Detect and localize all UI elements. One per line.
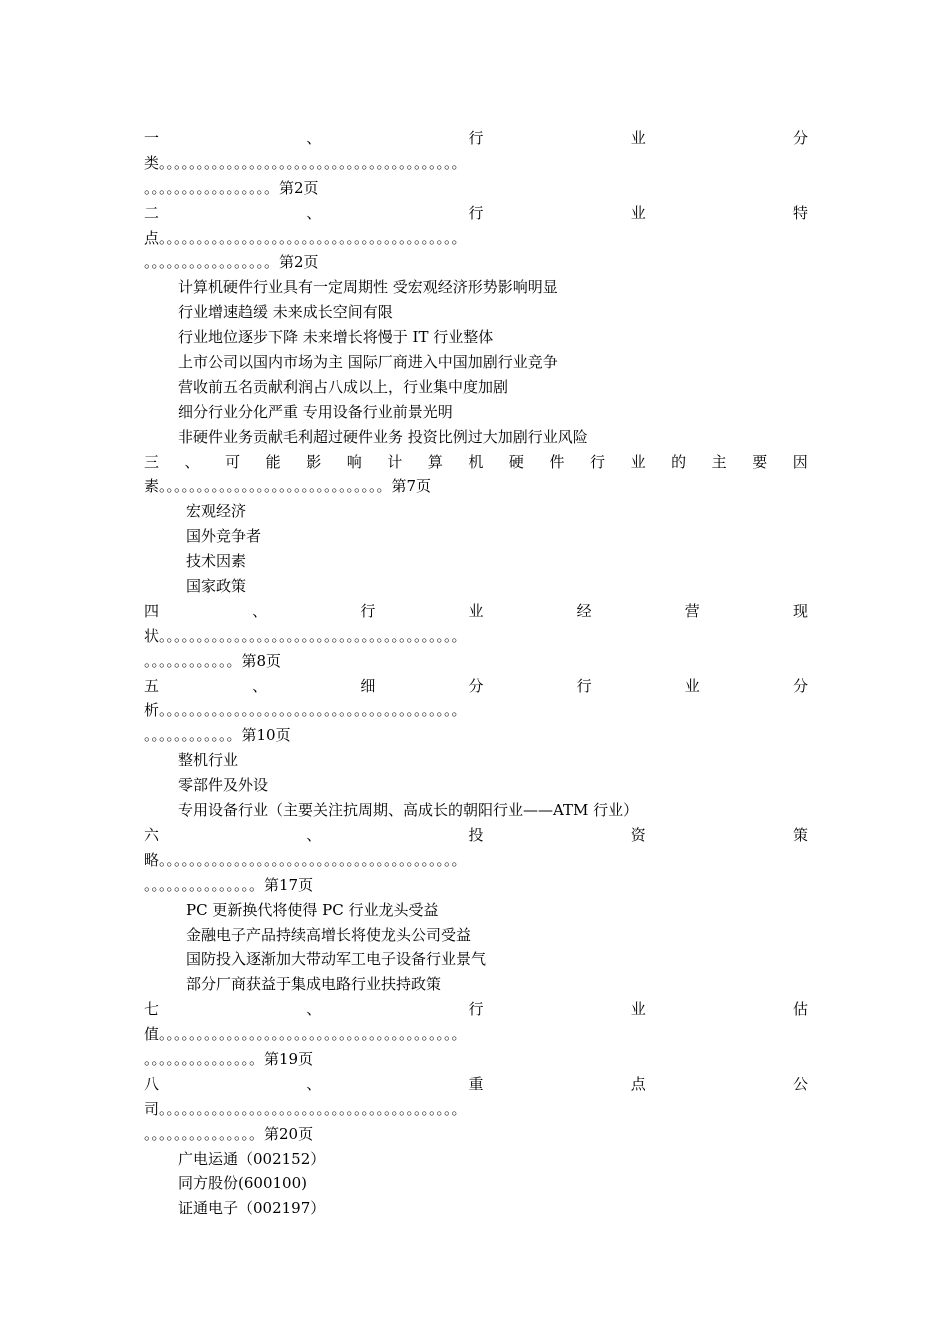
toc-subitem: 专用设备行业（主要关注抗周期、高成长的朝阳行业——ATM 行业） <box>178 801 639 820</box>
heading-char: 八 <box>144 1074 160 1093</box>
section-8-heading <box>144 1072 808 1097</box>
toc-subitem: 整机行业 <box>178 751 239 770</box>
section-8-page-ref: 。。。。。。。。。。。。。。。第20页 <box>144 1124 314 1143</box>
heading-char: 机 <box>468 452 484 471</box>
heading-char: 要 <box>752 452 768 471</box>
toc-subitem: 宏观经济 <box>186 502 247 521</box>
heading-char: 估 <box>792 1000 808 1019</box>
toc-subitem: 营收前五名贡献利润占八成以上，行业集中度加剧 <box>178 377 509 396</box>
heading-char: 三 <box>144 452 160 471</box>
heading-char: 业 <box>684 676 700 695</box>
heading-char: 业 <box>468 601 484 620</box>
heading-char: 分 <box>468 676 484 695</box>
heading-char: 公 <box>792 1074 808 1093</box>
section-5-page-ref: 。。。。。。。。。。。。第10页 <box>144 726 291 745</box>
toc-subitem: 广电运通（002152） <box>178 1149 326 1168</box>
toc-subitem: 国外竞争者 <box>186 527 262 546</box>
heading-char: 行 <box>360 601 376 620</box>
heading-char: 点 <box>630 1074 646 1093</box>
heading-char: 资 <box>630 825 646 844</box>
section-4-leader: 状。。。。。。。。。。。。。。。。。。。。。。。。。。。。。。。。。。。。。。。。 <box>144 626 467 645</box>
section-6-leader: 略。。。。。。。。。。。。。。。。。。。。。。。。。。。。。。。。。。。。。。。。 <box>144 850 467 869</box>
toc-subitem: 部分厂商获益于集成电路行业扶持政策 <box>186 975 442 994</box>
heading-char: 一 <box>144 129 160 147</box>
section-7-page-ref: 。。。。。。。。。。。。。。。第19页 <box>144 1049 314 1068</box>
heading-char: 计 <box>387 452 403 471</box>
heading-char: 分 <box>792 129 808 147</box>
heading-char: 七 <box>144 1000 160 1019</box>
heading-char: 、 <box>306 203 322 222</box>
section-6-page-ref: 。。。。。。。。。。。。。。。第17页 <box>144 875 314 894</box>
heading-char: 、 <box>306 1074 322 1093</box>
section-2-page-ref: 。。。。。。。。。。。。。。。。。第2页 <box>144 253 319 272</box>
section-3-page-ref: 素。。。。。。。。。。。。。。。。。。。。。。。。。。。。。。第7页 <box>144 477 432 496</box>
toc-subitem: PC 更新换代将使得 PC 行业龙头受益 <box>186 900 439 919</box>
heading-char: 能 <box>265 452 281 471</box>
heading-char: 重 <box>468 1074 484 1093</box>
heading-char: 主 <box>711 452 727 471</box>
heading-char: 业 <box>630 203 646 222</box>
heading-char: 、 <box>306 129 322 147</box>
toc-subitem: 技术因素 <box>186 552 247 571</box>
heading-char: 现 <box>792 601 808 620</box>
section-2-leader: 点。。。。。。。。。。。。。。。。。。。。。。。。。。。。。。。。。。。。。。。。 <box>144 228 467 247</box>
heading-char: 、 <box>306 825 322 844</box>
toc-subitem: 计算机硬件行业具有一定周期性 受宏观经济形势影响明显 <box>178 278 558 297</box>
heading-char: 行 <box>576 676 592 695</box>
heading-char: 、 <box>306 1000 322 1019</box>
toc-subitem: 非硬件业务贡献毛利超过硬件业务 投资比例过大加剧行业风险 <box>178 427 588 446</box>
toc-subitem: 国家政策 <box>186 577 247 596</box>
toc-subitem: 行业地位逐步下降 未来增长将慢于 IT 行业整体 <box>178 328 494 347</box>
heading-char: 特 <box>792 203 808 222</box>
section-6-heading <box>144 823 808 848</box>
heading-char: 细 <box>360 676 376 695</box>
heading-char: 业 <box>630 129 646 147</box>
heading-char: 行 <box>468 129 484 147</box>
heading-char: 策 <box>792 825 808 844</box>
toc-subitem: 行业增速趋缓 未来成长空间有限 <box>178 303 393 322</box>
heading-char: 影 <box>306 452 322 471</box>
heading-char: 分 <box>792 676 808 695</box>
section-8-leader: 司。。。。。。。。。。。。。。。。。。。。。。。。。。。。。。。。。。。。。。。。 <box>144 1099 467 1118</box>
section-4-heading <box>144 599 808 624</box>
heading-char: 件 <box>549 452 565 471</box>
section-4-page-ref: 。。。。。。。。。。。。第8页 <box>144 651 282 670</box>
heading-char: 业 <box>630 452 646 471</box>
heading-char: 行 <box>468 203 484 222</box>
heading-char: 四 <box>144 601 160 620</box>
toc-subitem: 细分行业分化严重 专用设备行业前景光明 <box>178 402 453 421</box>
section-7-heading <box>144 997 808 1022</box>
toc-subitem: 证通电子（002197） <box>178 1199 326 1218</box>
heading-char: 行 <box>590 452 606 471</box>
toc-subitem: 同方股份(600100) <box>178 1174 307 1193</box>
section-2-heading <box>144 201 808 226</box>
toc-subitem: 金融电子产品持续高增长将使龙头公司受益 <box>186 925 472 944</box>
heading-char: 、 <box>252 601 268 620</box>
heading-char: 因 <box>792 452 808 471</box>
toc-subitem: 国防投入逐渐加大带动军工电子设备行业景气 <box>186 950 487 969</box>
section-7-leader: 值。。。。。。。。。。。。。。。。。。。。。。。。。。。。。。。。。。。。。。。。 <box>144 1025 467 1044</box>
heading-char: 六 <box>144 825 160 844</box>
heading-char: 行 <box>468 1000 484 1019</box>
heading-char: 硬 <box>508 452 524 471</box>
heading-char: 算 <box>427 452 443 471</box>
section-1-heading <box>144 126 808 151</box>
heading-char: 响 <box>346 452 362 471</box>
heading-char: 投 <box>468 825 484 844</box>
heading-char: 、 <box>252 676 268 695</box>
section-5-heading <box>144 674 808 699</box>
heading-char: 可 <box>225 452 241 471</box>
heading-char: 的 <box>671 452 687 471</box>
heading-char: 、 <box>184 452 200 471</box>
toc-subitem: 上市公司以国内市场为主 国际厂商进入中国加剧行业竞争 <box>178 353 558 372</box>
heading-char: 五 <box>144 676 160 695</box>
section-1-page-ref: 。。。。。。。。。。。。。。。。。第2页 <box>144 178 319 197</box>
heading-char: 业 <box>630 1000 646 1019</box>
table-of-contents <box>144 126 808 1221</box>
heading-char: 经 <box>576 601 592 620</box>
section-5-leader: 析。。。。。。。。。。。。。。。。。。。。。。。。。。。。。。。。。。。。。。。。 <box>144 701 467 720</box>
heading-char: 营 <box>684 601 700 620</box>
toc-subitem: 零部件及外设 <box>178 776 269 795</box>
section-3-heading <box>144 450 808 475</box>
heading-char: 二 <box>144 203 160 222</box>
section-1-leader: 类。。。。。。。。。。。。。。。。。。。。。。。。。。。。。。。。。。。。。。。。 <box>144 153 467 172</box>
